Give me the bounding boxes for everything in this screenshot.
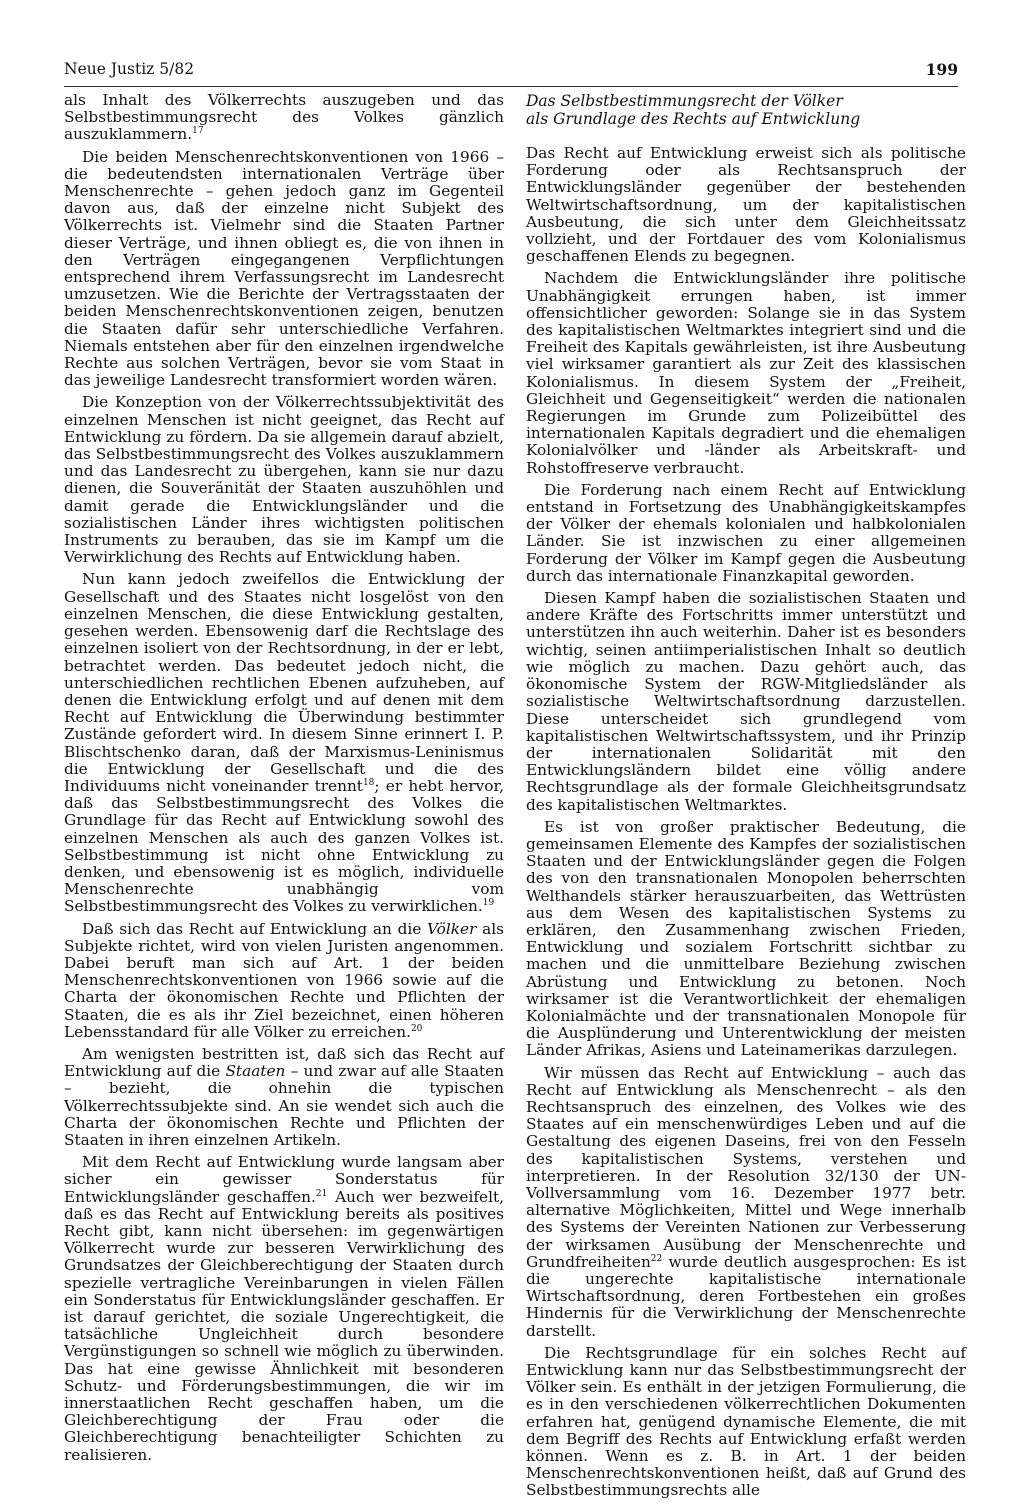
paragraph-text: Am wenigsten bestritten ist, daß sich das Recht auf Entwicklung auf die xyxy=(64,1044,504,1081)
paragraph: Es ist von großer praktischer Bedeutung, die gemeinsamen Elemente des Kampfes der sozialistischen Staaten und der Entwicklungsländer gegen die Folgen des von den transnationalen Monopolen beherrschten Welthandels stärker herauszuarbeiten, das Wettrüsten aus dem Wesen des kapitalistischen Systems zu erklären, den Zusammenhang zwischen Frieden, Entwicklung und sozialem Fortschritt sichtbar zu machen und die unmittelbare Beziehung zwischen Abrüstung und Entwicklung zu betonen. Noch wirksamer ist die Verantwortlichkeit der ehemaligen Kolonialmächte und der transnationalen Monopole für die Ausplünderung und Unterentwicklung der meisten Länder Afrikas, Asiens und Lateinamerikas darzulegen. xyxy=(526,817,966,1060)
right-column xyxy=(526,92,966,1505)
paragraph xyxy=(64,1046,504,1149)
footnote-ref: 19 xyxy=(482,898,495,909)
footnote-ref: 18 xyxy=(362,777,375,788)
paragraph-text: Daß sich das Recht auf Entwicklung an die xyxy=(82,919,428,938)
paragraph-text: Wir müssen das Recht auf Entwicklung – auch das Recht auf Entwicklung als Menschenrecht – als den Rechtsanspruch des einzelnen, des Volkes wie des Staates auf ein menschenwürdiges Leben und auf die Gestaltung des eigenen Daseins, frei von den Fesseln des kapitalistischen Systems, verstehen und interpretieren. In der Resolution 32/130 der UN-Vollversammlung vom 16. Dezember 1977 betr. alternative Möglichkeiten, Mittel und Wege innerhalb des Systems der Vereinten Nationen zur Verbesserung der wirksamen Ausübung der Menschenrechte und Grundfreiheiten xyxy=(526,1063,966,1271)
journal-title: Neue Justiz 5/82 xyxy=(64,60,195,78)
paragraph xyxy=(64,571,504,915)
paragraph xyxy=(526,1065,966,1340)
paragraph: Die Rechtsgrundlage für ein solches Recht auf Entwicklung kann nur das Selbstbestimmungsrecht der Völker sein. Es enthält in der jetzigen Formulierung, die es in den verschiedenen völkerrechtlichen Dokumenten erfahren hat, genügend dynamische Elemente, die mit dem Begriff des Rechts auf Entwicklung erfaßt werden können. Wenn es z. B. in Art. 1 der beiden Menschenrechtskonventionen heißt, daß auf Grund des Selbstbestimmungsrechts alle xyxy=(526,1343,966,1500)
page-number: 199 xyxy=(925,60,958,79)
footnote-ref: 20 xyxy=(410,1023,423,1034)
paragraph-text: – und zwar auf alle Staaten – bezieht, die ohnehin die typischen Völkerrechtssubjekte sind. An sie wendet sich auch die Charta der ökonomischen Rechte und Pflichten der Staaten in ihren einzelnen Artikeln. xyxy=(64,1062,504,1149)
left-column xyxy=(64,92,504,1469)
footnote-ref: 17 xyxy=(192,126,204,137)
paragraph: Die Konzeption von der Völkerrechtssubjektivität des einzelnen Menschen ist nicht geeignet, das Recht auf Entwicklung zu fördern. Da sie allgemein darauf abzielt, das Selbstbestimmungsrecht des Volkes auszuklammern und das Landesrecht zu übergehen, kann sie nur dazu dienen, die Souveränität der Staaten auszuhöhlen und damit gerade die Entwicklungsländer und die sozialistischen Länder ihres wichtigsten politischen Instruments zu berauben, das sie im Kampf um die Verwirklichung des Rechts auf Entwicklung haben. xyxy=(64,393,504,567)
section-heading xyxy=(526,92,966,128)
paragraph-text: Mit dem Recht auf Entwicklung wurde langsam aber sicher ein gewisser Sonderstatus für Entwicklungsländer geschaffen. xyxy=(64,1153,504,1206)
section-heading-line: als Grundlage des Rechts auf Entwicklung xyxy=(526,110,861,128)
paragraph-text: als Subjekte richtet, wird von vielen Juristen angenommen. Dabei beruft man sich auf Art. 1 der beiden Menschenrechtskonventionen von 1966 sowie auf die Charta der ökonomischen Rechte und Pflichten der Staaten, die es als ihr Ziel bezeichnet, einen höheren Lebensstandard für alle Völker zu erreichen. xyxy=(64,919,504,1041)
paragraph: Diesen Kampf haben die sozialistischen Staaten und andere Kräfte des Fortschritts immer unterstützt und unterstützen ihn auch weiterhin. Daher ist es besonders wichtig, seinen antiimperialistischen Inhalt so deutlich wie möglich zu machen. Dazu gehört auch, das ökonomische System der RGW-Mitgliedsländer als sozialistische Weltwirtschaftsordnung darzustellen. Diese unterscheidet sich grundlegend vom kapitalistischen Weltwirtschaftssystem, und ihr Prinzip der internationalen Solidarität mit den Entwicklungsländern bildet eine völlig andere Rechtsgrundlage als der formale Gleichheitsgrundsatz des kapitalistischen Weltmarktes. xyxy=(526,589,966,814)
paragraph-text: Nun kann jedoch zweifellos die Entwicklung der Gesellschaft und des Staates nicht losgelöst von den einzelnen Menschen, die diese Entwicklung gestalten, gesehen werden. Ebensowenig darf die Rechtslage des einzelnen isoliert von der Rechtsordnung, in der er lebt, betrachtet werden. Das bedeutet jedoch nicht, die unterschiedlichen rechtlichen Ebenen aufzuheben, auf denen die Entwicklung erfolgt und auf denen mit dem Recht auf Entwicklung die Überwindung bestimmter Zustände gefordert wird. In diesem Sinne erinnert I. P. Blischtschenko daran, daß der Marxismus-Leninismus die Entwicklung der Gesellschaft und die des Individuums nicht voneinander trennt xyxy=(64,570,504,795)
page-header xyxy=(64,60,958,87)
emphasis: Völker xyxy=(427,919,477,938)
paragraph-text: als Inhalt des Völkerrechts auszugeben und das Selbstbestimmungsrecht des Volkes gänzlich auszuklammern. xyxy=(64,91,504,144)
paragraph xyxy=(64,921,504,1041)
paragraph-text: Auch wer bezweifelt, daß es das Recht auf Entwicklung bereits als positives Recht gibt, kann nicht übersehen: im gegenwärtigen Völkerrecht wurde zur besseren Verwirklichung des Grundsatzes der Gleichberechtigung der Staaten durch spezielle vertragliche Vereinbarungen in vielen Fällen ein Sonderstatus für Entwicklungsländer geschaffen. Er ist darauf gerichtet, die soziale Ungerechtigkeit, die tatsächliche Ungleichheit durch besondere Vergünstigungen so schnell wie möglich zu überwinden. Das hat eine gewisse Ähnlichkeit mit besonderen Schutz- und Förderungsbestimmungen, die wir im innerstaatlichen Recht geschaffen haben, um die Gleichberechtigung der Frau oder die Gleichberechtigung benachteiligter Schichten zu realisieren. xyxy=(64,1187,504,1464)
paragraph: Die Forderung nach einem Recht auf Entwicklung entstand in Fortsetzung des Unabhängigkeitskampfes der Völker der ehemals kolonialen und halbkolonialen Länder. Sie ist inzwischen zu einer allgemeinen Forderung der Völker im Kampf gegen die Ausbeutung durch das internationale Finanzkapital geworden. xyxy=(526,480,966,585)
paragraph: Das Recht auf Entwicklung erweist sich als politische Forderung oder als Rechtsanspruch der Entwicklungsländer gegenüber der bestehenden Weltwirtschaftsordnung, um der kapitalistischen Ausbeutung, die sich unter dem Gleichheitssatz vollzieht, und der Fortdauer des vom Kolonialismus geschaffenen Elends zu begegnen. xyxy=(526,144,966,266)
paragraph-text: ; er hebt hervor, daß das Selbstbestimmungsrecht des Volkes die Grundlage für das Recht auf Entwicklung sowohl des einzelnen Menschen als auch des ganzen Volkes ist. Selbstbestimmung ist nicht ohne Entwicklung zu denken, und ebensowenig ist es möglich, individuelle Menschenrechte unabhängig vom Selbstbestimmungsrecht des Volkes zu verwirklichen. xyxy=(64,776,505,916)
paragraph: Nachdem die Entwicklungsländer ihre politische Unabhängigkeit errungen haben, ist immer offensichtlicher geworden: Solange sie in das System des kapitalistischen Weltmarktes integriert sind und die Freiheit des Kapitals gewährleisten, ist ihre Ausbeutung viel wirksamer garantiert als zur Zeit des klassischen Kolonialismus. In diesem System der „Freiheit, Gleichheit und Gegenseitigkeit“ werden die nationalen Regierungen im Grunde zum Polizeibüttel des internationalen Kapitals degradiert und die ehemaligen Kolonialvölker und -länder als Arbeitskraft- und Rohstoffreserve verbraucht. xyxy=(526,269,966,477)
footnote-ref: 21 xyxy=(315,1188,328,1199)
paragraph xyxy=(64,1154,504,1464)
emphasis: Staaten xyxy=(225,1062,286,1081)
paragraph-text: wurde deutlich ausgesprochen: Es ist die ungerechte kapitalistische internationale Wirtschaftsordnung, deren Fortbestehen ein großes Hindernis für die Verwirklichung der Menschenrechte darstellt. xyxy=(526,1252,966,1340)
section-heading-line: Das Selbstbestimmungsrecht der Völker xyxy=(526,92,843,110)
paragraph: Die beiden Menschenrechtskonventionen von 1966 – die bedeutendsten internationalen Verträge über Menschenrechte – gehen jedoch ganz im Gegenteil davon aus, daß der einzelne nicht Subjekt des Völkerrechts ist. Vielmehr sind die Staaten Partner dieser Verträge, und ihnen obliegt es, die von ihnen in den Verträgen eingegangenen Verpflichtungen entsprechend ihrem Verfassungsrecht im Landesrecht umzusetzen. Wie die Berichte der Vertragsstaaten der beiden Menschenrechtskonventionen zeigen, benutzen die Staaten dafür sehr unterschiedliche Verfahren. Niemals entstehen aber für den einzelnen irgendwelche Rechte aus solchen Verträgen, bevor sie vom Staat in das jeweilige Landesrecht transformiert worden wären. xyxy=(64,147,504,390)
footnote-ref: 22 xyxy=(650,1253,663,1264)
paragraph xyxy=(64,92,504,144)
